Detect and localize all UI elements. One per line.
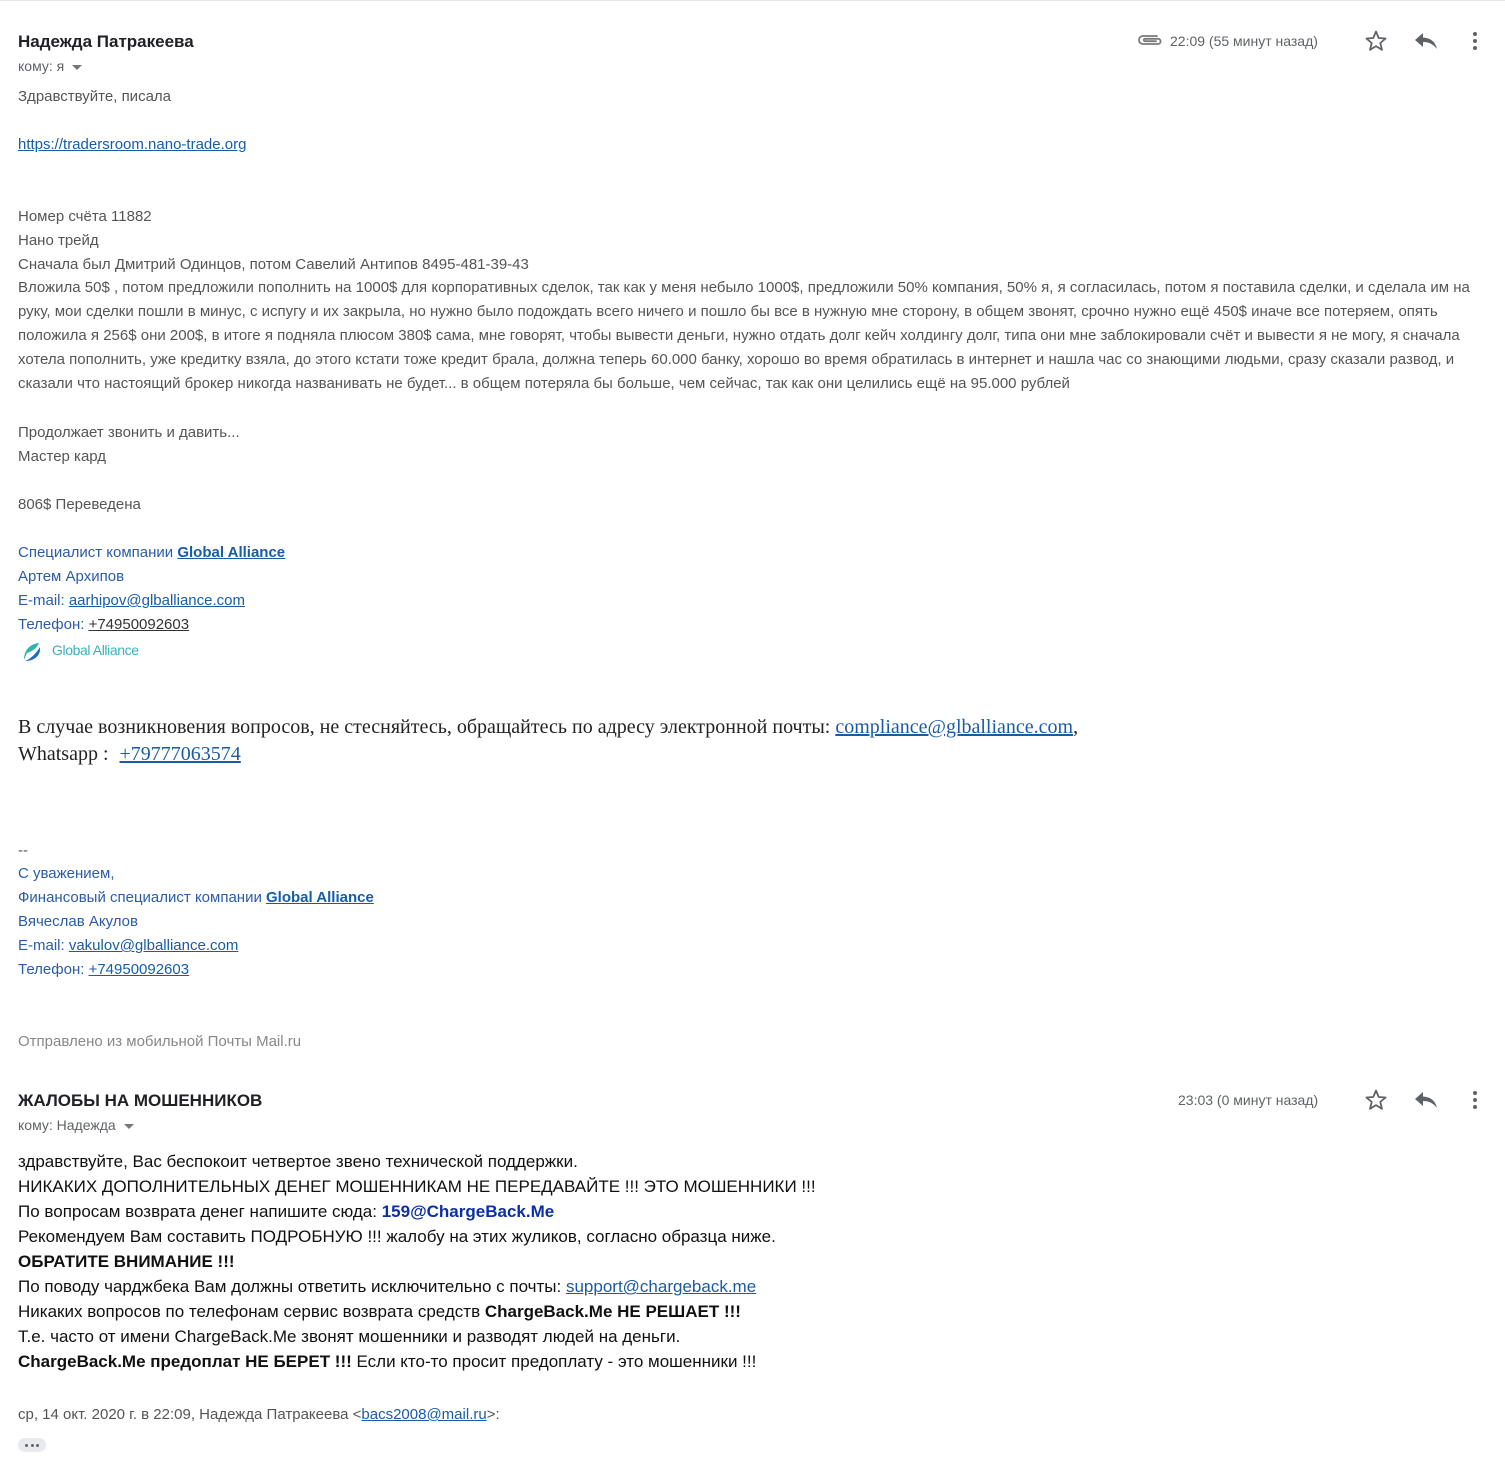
regards-line: С уважением, xyxy=(18,865,115,882)
more-options-icon[interactable] xyxy=(1471,30,1479,52)
signature1-name: Артем Архипов xyxy=(18,568,125,585)
reply-line-1: здравствуйте, Вас беспокоит четвертое звено технической поддержки. xyxy=(18,1152,578,1171)
reply-icon[interactable] xyxy=(1413,30,1439,52)
reply-line-7-bold: ChargeBack.Me НЕ РЕШАЕТ !!! xyxy=(484,1302,741,1321)
reply-line-5: ОБРАТИТЕ ВНИМАНИЕ !!! xyxy=(18,1252,235,1271)
reply-line-9-bold: ChargeBack.Me предоплат НЕ БЕРЕТ !!! xyxy=(18,1352,352,1371)
phone-link[interactable]: +74950092603 xyxy=(88,961,190,978)
whatsapp-line xyxy=(18,743,241,766)
notice-comma: , xyxy=(1073,716,1079,738)
message2-recipients[interactable] xyxy=(18,1117,134,1133)
phone-label: Телефон: xyxy=(18,616,89,633)
chevron-down-icon[interactable] xyxy=(72,65,82,70)
pressure-line: Продолжает звонить и давить... xyxy=(18,424,240,441)
phone-link[interactable]: +74950092603 xyxy=(88,616,190,633)
show-trimmed-content-button[interactable] xyxy=(18,1438,46,1452)
reply-line-8: Т.е. часто от имени ChargeBack.Me звонят мошенники и разводят людей на деньги. xyxy=(18,1327,681,1346)
more-options-icon[interactable] xyxy=(1471,1089,1479,1111)
message1-time: 22:09 (55 минут назад) xyxy=(1170,33,1318,49)
signature2-title xyxy=(18,889,374,906)
reply-line-3-text: По вопросам возврата денег напишите сюда: xyxy=(18,1202,382,1221)
reply-line-6 xyxy=(18,1277,756,1297)
company-link[interactable]: Global Alliance xyxy=(266,889,374,906)
card-line: Мастер кард xyxy=(18,448,107,465)
quote-header xyxy=(18,1406,500,1423)
email-label: E-mail: xyxy=(18,592,69,609)
message1-greeting: Здравствуйте, писала xyxy=(18,88,172,105)
support-email-link[interactable]: support@chargeback.me xyxy=(565,1277,757,1296)
message1-recipients[interactable] xyxy=(18,58,82,74)
compliance-notice xyxy=(18,716,1078,739)
signature1-phone xyxy=(18,616,189,633)
quote-email-link[interactable]: bacs2008@mail.ru xyxy=(361,1406,487,1423)
reply-line-2: НИКАКИХ ДОПОЛНИТЕЛЬНЫХ ДЕНЕГ МОШЕННИКАМ НЕ ПЕРЕДАВАЙТЕ !!! ЭТО МОШЕННИКИ !!! xyxy=(18,1177,816,1196)
message2-sender[interactable]: ЖАЛОБЫ НА МОШЕННИКОВ xyxy=(18,1091,263,1110)
signature2-name: Вячеслав Акулов xyxy=(18,913,138,930)
signature1-title xyxy=(18,544,285,561)
recipients-label: кому: Надежда xyxy=(18,1117,116,1133)
reply-line-9 xyxy=(18,1352,756,1372)
phone-label: Телефон: xyxy=(18,961,89,978)
broker-name-line: Нано трейд xyxy=(18,232,99,249)
message1-sender[interactable]: Надежда Патракеева xyxy=(18,32,194,51)
account-number-line: Номер счёта 11882 xyxy=(18,208,152,225)
reply-line-6-text: По поводу чарджбека Вам должны ответить исключительно с почты: xyxy=(18,1277,566,1296)
signature-separator: -- xyxy=(18,842,28,859)
specialist-label: Специалист компании xyxy=(18,544,178,561)
reply-line-7 xyxy=(18,1302,741,1322)
message1-url-link[interactable]: https://tradersroom.nano-trade.org xyxy=(18,136,247,153)
notice-text: В случае возникновения вопросов, не стесняйтесь, обращайтесь по адресу электронной почты: xyxy=(18,716,836,738)
compliance-email-link[interactable]: compliance@glballiance.com xyxy=(835,716,1074,738)
managers-line: Сначала был Дмитрий Одинцов, потом Савелий Антипов 8495-481-39-43 xyxy=(18,256,529,273)
signature2-phone xyxy=(18,961,189,978)
email-link[interactable]: aarhipov@glballiance.com xyxy=(68,592,245,609)
whatsapp-label: Whatsapp : xyxy=(18,743,114,765)
signature2-email xyxy=(18,937,238,954)
message2-time: 23:03 (0 минут назад) xyxy=(1178,1092,1319,1108)
reply-line-3 xyxy=(18,1202,554,1222)
chevron-down-icon[interactable] xyxy=(124,1124,134,1129)
signature1-email xyxy=(18,592,245,609)
email-link[interactable]: vakulov@glballiance.com xyxy=(68,937,239,954)
reply-line-4: Рекомендуем Вам составить ПОДРОБНУЮ !!! жалобу на этих жуликов, согласно образца ниже. xyxy=(18,1227,776,1246)
reply-icon[interactable] xyxy=(1413,1089,1439,1111)
quote-suffix: >: xyxy=(486,1406,500,1423)
paperclip-icon xyxy=(1137,33,1163,47)
reply-line-9-text: Если кто-то просит предоплату - это мошенники !!! xyxy=(351,1352,757,1371)
top-divider xyxy=(0,0,1505,1)
logo-text: Global Alliance xyxy=(52,642,139,658)
leaf-logo-icon xyxy=(20,640,44,664)
recipients-label: кому: я xyxy=(18,58,65,74)
email-label: E-mail: xyxy=(18,937,69,954)
quote-prefix: ср, 14 окт. 2020 г. в 22:09, Надежда Патракеева < xyxy=(18,1406,362,1423)
chargeback-email[interactable]: 159@ChargeBack.Me xyxy=(381,1202,555,1221)
company-link[interactable]: Global Alliance xyxy=(177,544,286,561)
sent-from-line: Отправлено из мобильной Почты Mail.ru xyxy=(18,1033,302,1050)
story-paragraph: Вложила 50$ , потом предложили пополнить на 1000$ для корпоративных сделок, так как у меня небыло 1000$, предложили 50% компания, 50% я, я согласилась, потом я поставила сделки, и сделала им на руку, мои сделки пошли в минус, с испугу и их закрыла, но нужно было подождать всего ничего и пошло бы все в нужную мне сторону, в общем звонят, срочно нужно ещё 450$ иначе все потеряем, опять положила я 256$ они 200$, в итоге я подняла плюсом 380$ сама, мне говорят, чтобы вывести деньги, нужно отдать долг кейч холдингу долг, типа они мне заблокировали счёт и вывести я не могу, я сначала хотела пополнить, уже кредитку взяла, до этого кстати тоже кредит брала, должна теперь 60.000 банку, хорошо во время обратилась в интернет и нашла час со знающими людьми, сразу сказали развод, и сказали что настоящий брокер никогда названивать не будет... в общем потеряла бы больше, чем сейчас, так как они целились ещё на 95.000 рублей xyxy=(18,279,1470,392)
specialist-label: Финансовый специалист компании xyxy=(18,889,267,906)
whatsapp-link[interactable]: +79777063574 xyxy=(119,743,241,765)
transfer-line: 806$ Переведена xyxy=(18,496,141,513)
star-icon[interactable] xyxy=(1364,29,1388,53)
reply-line-7-text: Никаких вопросов по телефонам сервис возврата средств xyxy=(18,1302,485,1321)
star-icon[interactable] xyxy=(1364,1088,1388,1112)
